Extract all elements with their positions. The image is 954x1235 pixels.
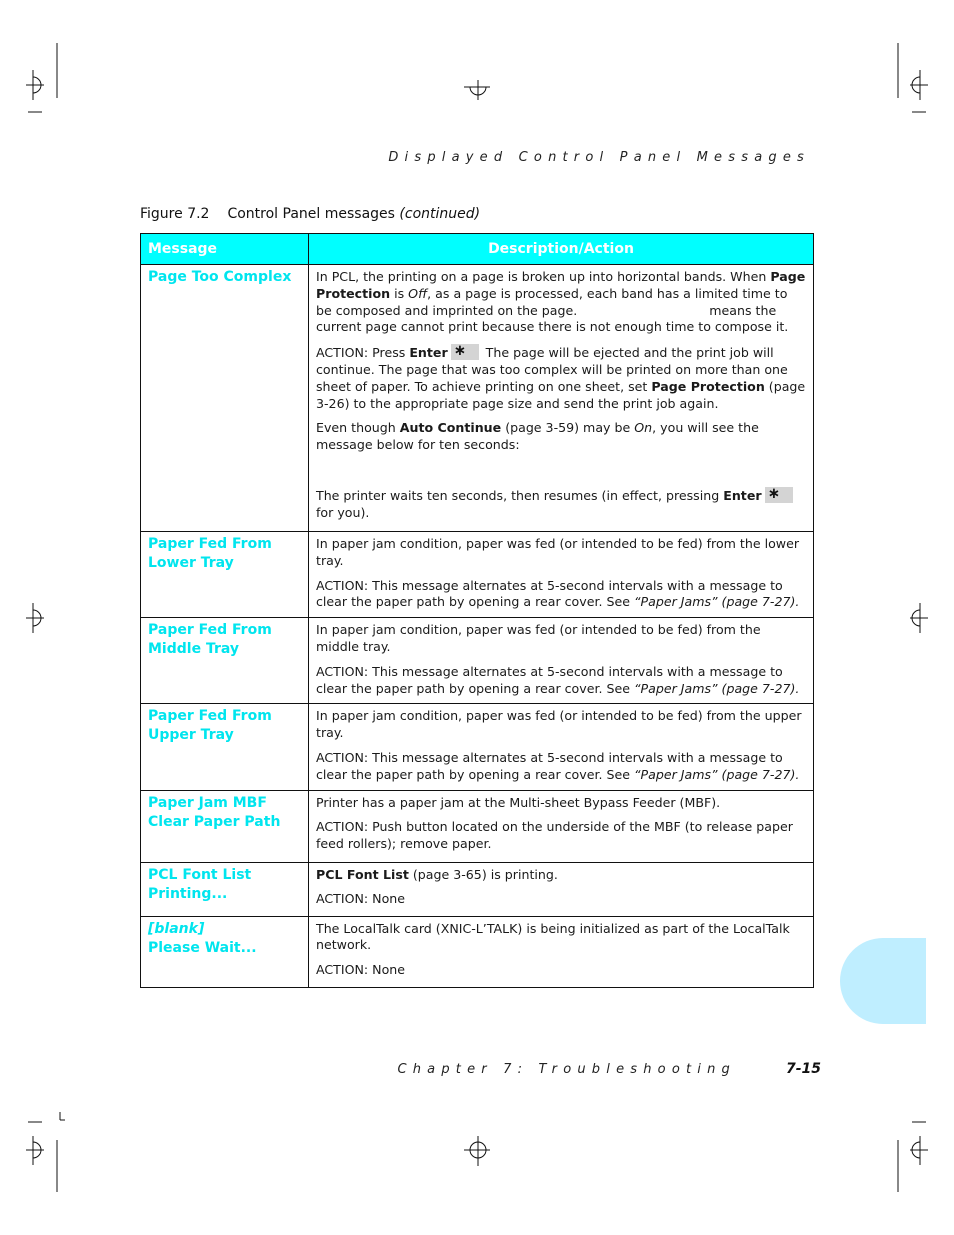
message-name-line-2: Clear Paper Path	[148, 813, 281, 830]
header-description: Description/Action	[309, 234, 814, 265]
message-cell	[141, 916, 309, 987]
description-cell	[309, 618, 814, 704]
description-paragraph: In PCL, the printing on a page is broken up into horizontal bands. When Page Protection is Off, as a page is processed, each band has a limited time to be composed and imprinted on the page. means the current page cannot print because there is not enough time to compose it.	[316, 269, 806, 335]
message-name-line-2: Please Wait...	[148, 939, 257, 956]
description-paragraph: The LocalTalk card (XNIC-L’TALK) is being initialized as part of the LocalTalk network.	[316, 920, 790, 953]
message-name-line-1: Paper Fed From	[148, 536, 272, 552]
enter-key-icon: ∗	[765, 487, 793, 503]
enter-key-icon: ∗	[451, 344, 479, 360]
action-paragraph: ACTION: None	[316, 962, 406, 978]
description-paragraph: In paper jam condition, paper was fed (or intended to be fed) from the upper tray.	[316, 708, 802, 741]
table-row	[141, 532, 814, 618]
message-cell	[141, 704, 309, 790]
action-paragraph: ACTION: None	[316, 891, 406, 907]
description-cell	[309, 532, 814, 618]
messages-table	[140, 233, 814, 988]
table-row	[141, 916, 814, 987]
description-paragraph: Printer has a paper jam at the Multi-sheet Bypass Feeder (MBF).	[316, 794, 721, 810]
message-cell	[141, 618, 309, 704]
message-cell	[141, 862, 309, 916]
message-cell	[141, 532, 309, 618]
action-paragraph: ACTION: This message alternates at 5-second intervals with a message to clear the paper path by opening a rear cover. See “Paper Jams” (page 7-27).	[316, 577, 800, 610]
description-cell	[309, 862, 814, 916]
chapter-thumb-tab	[840, 938, 926, 1024]
message-name-line-2: Upper Tray	[148, 727, 234, 744]
message-name-line-1: PCL Font List	[148, 866, 252, 883]
action-paragraph: ACTION: Press Enter ∗ The page will be ejected and the print job will continue. The page that was too complex will be printed on more than one sheet of paper. To achieve printing on one sheet, set Page Protection (page 3-26) to the appropriate page size and send the print job again.	[316, 341, 806, 411]
message-name-line-2: Printing...	[148, 885, 228, 902]
message-name-line-1: Paper Fed From	[148, 708, 272, 725]
table-row	[141, 862, 814, 916]
figure-number: Figure 7.2	[140, 206, 210, 222]
footer-chapter: Chapter 7: Troubleshooting	[397, 1062, 736, 1077]
message-name-line-2: Middle Tray	[148, 641, 239, 658]
page-number: 7-15	[786, 1061, 822, 1077]
description-paragraph: In paper jam condition, paper was fed (or intended to be fed) from the middle tray.	[316, 622, 761, 654]
table-row	[141, 790, 814, 862]
table-row	[141, 265, 814, 532]
figure-continued: (continued)	[399, 206, 481, 222]
description-cell	[309, 704, 814, 790]
message-cell	[141, 790, 309, 862]
message-name-line-1: [blank]	[148, 920, 205, 937]
action-paragraph: ACTION: This message alternates at 5-second intervals with a message to clear the paper path by opening a rear cover. See “Paper Jams” (page 7-27).	[316, 749, 800, 782]
message-name-line-1: Paper Jam MBF	[148, 794, 267, 811]
description-paragraph: Even though Auto Continue (page 3-59) may be On, you will see the message below for ten seconds:	[316, 420, 759, 453]
figure-title: Control Panel messages	[227, 206, 395, 222]
message-cell	[141, 265, 309, 532]
message-name-line-2: Lower Tray	[148, 555, 234, 571]
description-paragraph: PCL Font List (page 3-65) is printing.	[316, 866, 558, 882]
description-cell	[309, 790, 814, 862]
action-paragraph: ACTION: This message alternates at 5-second intervals with a message to clear the paper path by opening a rear cover. See “Paper Jams” (page 7-27).	[316, 663, 800, 696]
description-cell	[309, 265, 814, 532]
message-name: Page Too Complex	[148, 269, 292, 285]
action-paragraph: ACTION: Push button located on the underside of the MBF (to release paper feed rollers); remove paper.	[316, 819, 793, 852]
description-paragraph: The printer waits ten seconds, then resumes (in effect, pressing Enter ∗ for you).	[316, 487, 806, 522]
figure-caption	[140, 206, 480, 222]
header-message: Message	[141, 234, 309, 265]
running-head: Displayed Control Panel Messages	[388, 150, 810, 165]
table-row	[141, 704, 814, 790]
table-header-row	[141, 234, 814, 265]
message-name-line-1: Paper Fed From	[148, 622, 272, 639]
table-row	[141, 618, 814, 704]
description-cell	[309, 916, 814, 987]
description-paragraph: In paper jam condition, paper was fed (or intended to be fed) from the lower tray.	[316, 536, 800, 568]
